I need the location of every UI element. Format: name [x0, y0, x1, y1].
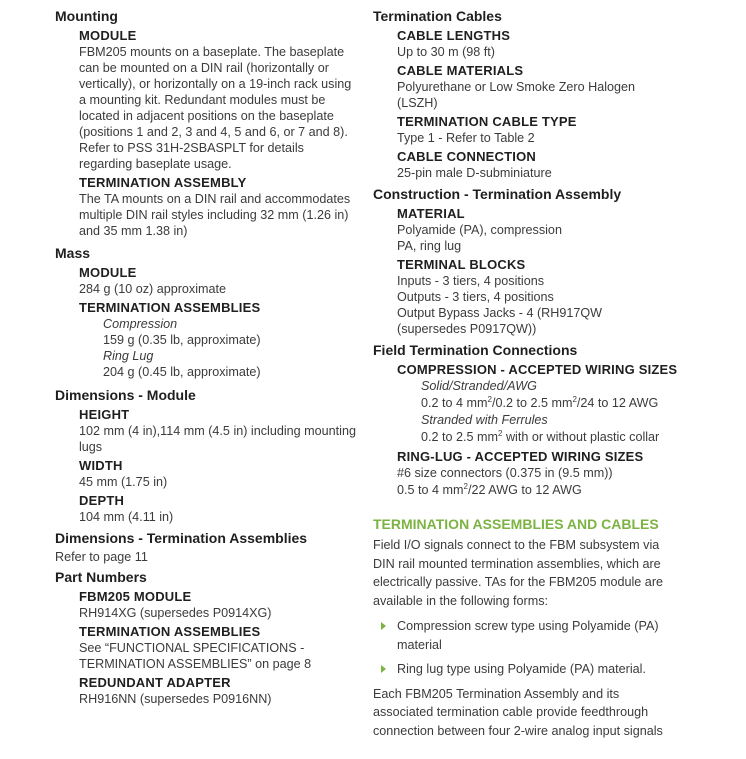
closing-line: connection between four 2-wire analog input signals [373, 723, 663, 738]
intro-line: DIN rail mounted termination assemblies, which are [373, 556, 661, 571]
construction-title: Construction - Termination Assembly [373, 186, 622, 202]
material-line: Polyamide (PA), compression [397, 223, 562, 237]
dimensions-ta-value: Refer to page 11 [55, 550, 148, 564]
termination-cables-section [373, 7, 723, 181]
intro-line: electrically passive. TAs for the FBM205 module are [373, 575, 664, 589]
closing-line: associated termination cable provide feedthrough [373, 705, 649, 719]
mass-module-value: 284 g (10 oz) approximate [79, 282, 227, 296]
terminal-blocks-line: Output Bypass Jacks - 4 (RH917QW [397, 306, 603, 320]
redundant-adapter-heading: REDUNDANT ADAPTER [79, 675, 231, 690]
mounting-ta-line: The TA mounts on a DIN rail and accommodates [79, 192, 351, 206]
closing-line: Each FBM205 Termination Assembly and its [373, 686, 620, 701]
mounting-module-line: Refer to PSS 31H-2SBASPLT for details [79, 141, 304, 155]
mass-ringlug-label: Ring Lug [103, 349, 154, 363]
part-numbers-title: Part Numbers [55, 569, 147, 585]
bullet-item: Compression screw type using Polyamide (PA) material [373, 617, 723, 654]
width-value: 45 mm (1.75 in) [79, 475, 168, 489]
mounting-module-line: FBM205 mounts on a baseplate. The baseplate [79, 45, 345, 59]
ring-lug-line: #6 size connectors (0.375 in (9.5 mm)) [397, 466, 613, 480]
pn-ta-line: TERMINATION ASSEMBLIES” on page 8 [79, 657, 312, 671]
terminal-blocks-line: (supersedes P0917QW)) [397, 322, 537, 336]
mass-title: Mass [55, 245, 91, 261]
mass-ta-heading: TERMINATION ASSEMBLIES [79, 300, 261, 315]
mass-compression-value: 159 g (0.35 lb, approximate) [103, 333, 261, 347]
fbm205-module-value: RH914XG (supersedes P0914XG) [79, 606, 272, 620]
cable-materials-line: Polyurethane or Low Smoke Zero Halogen [397, 80, 636, 94]
pn-ta-line: See “FUNCTIONAL SPECIFICATIONS - [79, 641, 305, 655]
ta-and-cables-section [373, 515, 723, 740]
stranded-ferrules-label: Stranded with Ferrules [421, 413, 548, 427]
height-line: 102 mm (4 in),114 mm (4.5 in) including mounting [79, 424, 356, 438]
stranded-ferrules-value: 0.2 to 2.5 $mm^2$ with or without plastic collar [421, 428, 660, 444]
redundant-adapter-value: RH916NN (supersedes P0916NN) [79, 692, 272, 706]
bullet-arrow-icon [381, 622, 386, 630]
intro-line: available in the following forms: [373, 593, 549, 608]
terminal-blocks-line: Outputs - 3 tiers, 4 positions [397, 290, 554, 304]
width-heading: WIDTH [79, 458, 123, 473]
bullet-list [373, 617, 723, 679]
solid-stranded-value: 0.2 to 4 $mm^2/0.2$ to 2.5 $mm^2/24$ to 12 AWG [421, 394, 659, 410]
mass-section [55, 244, 365, 380]
dimensions-module-section [55, 386, 365, 525]
intro-line: Field I/O signals connect to the FBM subsystem via [373, 538, 660, 552]
cable-connection-heading: CABLE CONNECTION [397, 149, 536, 164]
mounting-module-line: located in adjacent positions on the baseplate [79, 109, 334, 123]
ta-and-cables-title: TERMINATION ASSEMBLIES AND CABLES [373, 516, 659, 532]
cable-type-value: Type 1 - Refer to Table 2 [397, 131, 535, 145]
dimensions-module-title: Dimensions - Module [55, 387, 196, 403]
mounting-module-line: regarding baseplate usage. [79, 157, 232, 171]
cable-type-heading: TERMINATION CABLE TYPE [397, 114, 577, 129]
dimensions-ta-section [55, 529, 365, 565]
mounting-title: Mounting [55, 8, 118, 24]
part-numbers-section [55, 568, 365, 707]
mounting-ta-line: and 35 mm 1.38 in) [79, 224, 188, 238]
mounting-module-line: a mounting kit. Redundant modules must be [79, 93, 326, 107]
mounting-ta-heading: TERMINATION ASSEMBLY [79, 175, 247, 190]
bullet-arrow-icon [381, 665, 386, 673]
mounting-module-line: can be mounted on a DIN rail (horizontally or [79, 61, 329, 75]
material-line: PA, ring lug [397, 239, 462, 253]
ring-lug-line-awg: 0.5 to 4 $mm^2/22$ AWG to 12 AWG [397, 481, 582, 497]
height-line: lugs [79, 440, 103, 454]
ring-lug-wiring-heading: RING-LUG - ACCEPTED WIRING SIZES [397, 449, 644, 464]
dimensions-ta-title: Dimensions - Termination Assemblies [55, 530, 308, 546]
compression-wiring-heading: COMPRESSION - ACCEPTED WIRING SIZES [397, 362, 678, 377]
terminal-blocks-heading: TERMINAL BLOCKS [397, 257, 526, 272]
field-termination-section [373, 341, 723, 499]
mounting-ta-line: multiple DIN rail styles including 32 mm (1.26 in) [79, 208, 349, 222]
terminal-blocks-line: Inputs - 3 tiers, 4 positions [397, 274, 544, 288]
mass-module-heading: MODULE [79, 265, 137, 280]
bullet-item: Ring lug type using Polyamide (PA) material. [373, 660, 723, 679]
cable-materials-line: (LSZH) [397, 96, 438, 110]
termination-cables-title: Termination Cables [373, 8, 502, 24]
mass-compression-label: Compression [103, 317, 178, 331]
mounting-module-line: vertically), or horizontally on a 19-inch rack using [79, 77, 352, 91]
height-heading: HEIGHT [79, 407, 130, 422]
depth-heading: DEPTH [79, 493, 125, 508]
fbm205-module-heading: FBM205 MODULE [79, 589, 192, 604]
material-heading: MATERIAL [397, 206, 465, 221]
cable-lengths-value: Up to 30 m (98 ft) [397, 45, 495, 59]
cable-materials-heading: CABLE MATERIALS [397, 63, 524, 78]
field-termination-title: Field Termination Connections [373, 342, 578, 358]
solid-stranded-label: Solid/Stranded/AWG [421, 379, 537, 393]
cable-lengths-heading: CABLE LENGTHS [397, 28, 511, 43]
construction-section [373, 185, 723, 337]
depth-value: 104 mm (4.11 in) [79, 510, 174, 524]
mass-ringlug-value: 204 g (0.45 lb, approximate) [103, 365, 261, 379]
mounting-section [55, 7, 365, 239]
cable-connection-value: 25-pin male D-subminiature [397, 166, 552, 180]
mounting-module-line: (positions 1 and 2, 3 and 4, 5 and 6, or 7 and 8). [79, 125, 348, 139]
mounting-module-heading: MODULE [79, 28, 137, 43]
pn-ta-heading: TERMINATION ASSEMBLIES [79, 624, 261, 639]
